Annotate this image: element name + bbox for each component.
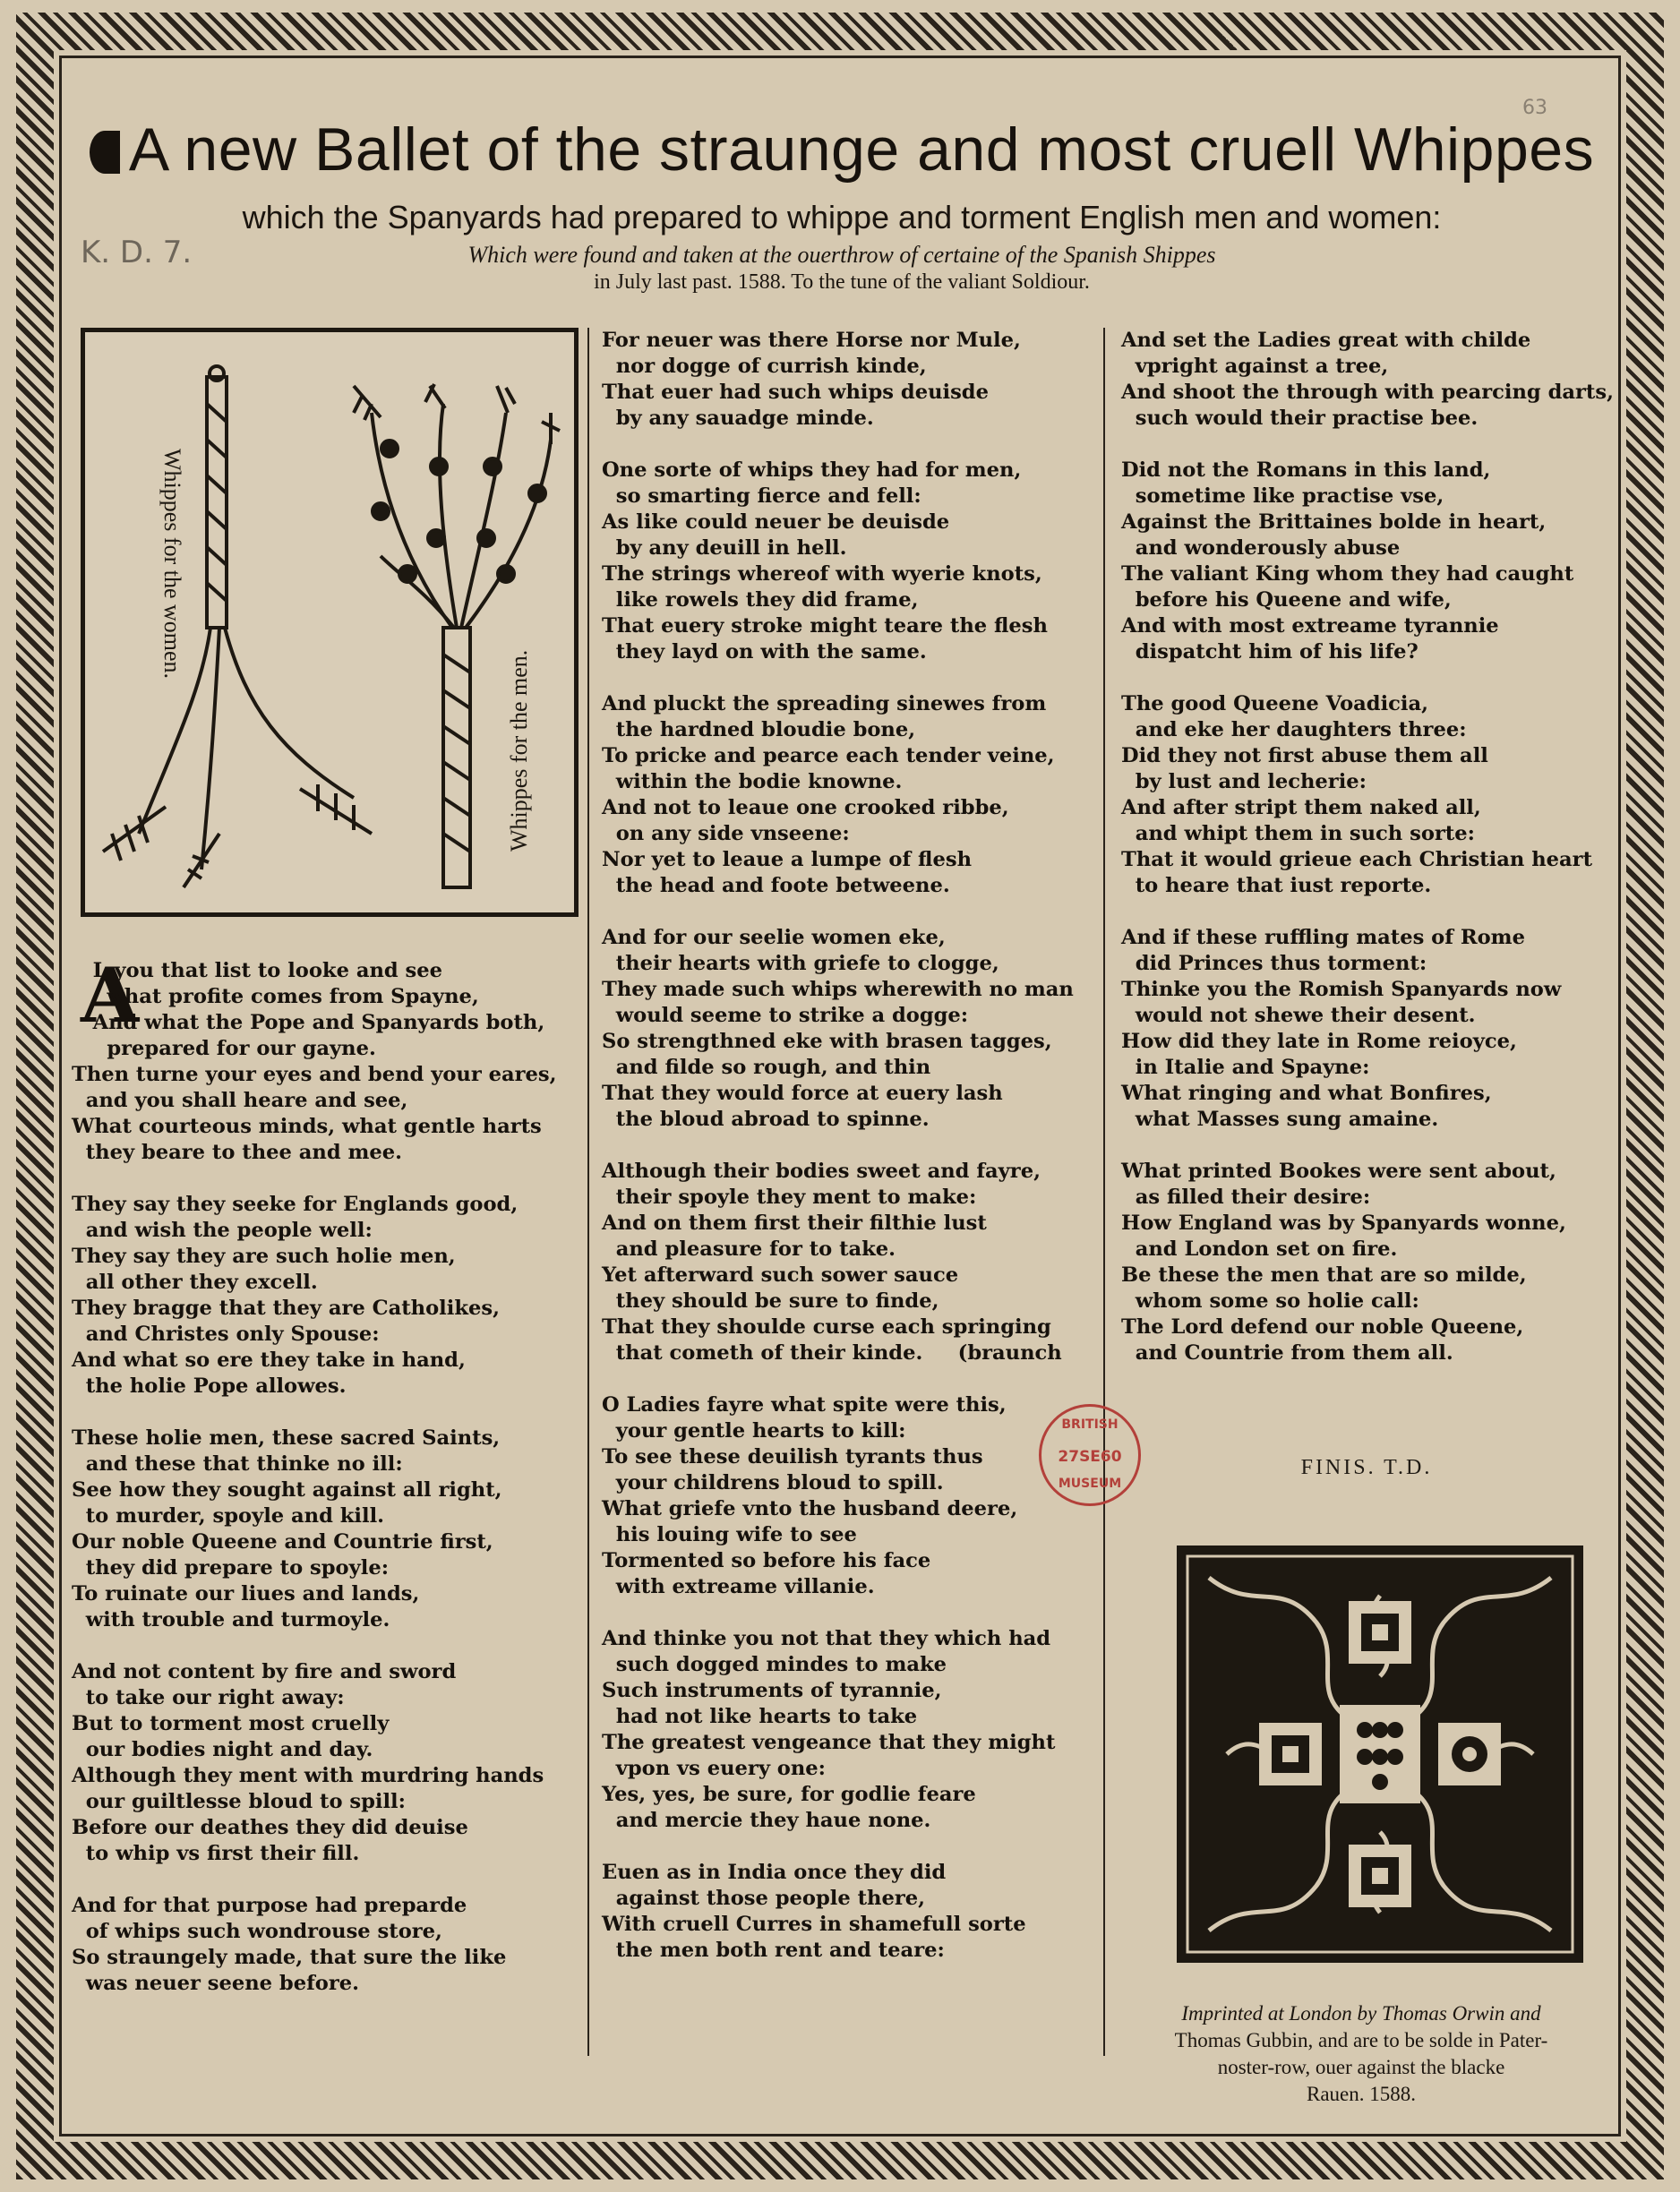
verse-line: That euer had such whips deuisde: [602, 381, 989, 404]
verse-line: his louing wife to see: [602, 1523, 857, 1546]
stanza: [72, 1893, 582, 1997]
imprint: [1110, 2000, 1612, 2108]
verse-line: by any deuill in hell.: [602, 536, 847, 560]
verse-line: How England was by Spanyards wonne,: [1121, 1212, 1566, 1235]
stanza: [602, 328, 1103, 432]
verse-line: And shoot the through with pearcing darts,: [1121, 381, 1614, 404]
verse-line: they should be sure to finde,: [602, 1289, 939, 1313]
verse-line: such dogged mindes to make: [602, 1653, 947, 1676]
verse-line: against those people there,: [602, 1887, 925, 1910]
verse-line: That euery stroke might teare the flesh: [602, 614, 1048, 638]
stamp-top: BRITISH: [1061, 1417, 1119, 1432]
verse-line: and filde so rough, and thin: [602, 1056, 931, 1079]
stamp-date: 27SE60: [1058, 1448, 1122, 1466]
verse-line: To pricke and pearce each tender veine,: [602, 744, 1055, 767]
shelfmark: K. D. 7.: [81, 235, 193, 270]
verse-line: And for that purpose had preparde: [72, 1894, 467, 1917]
imprint-line-4: Rauen. 1588.: [1306, 2083, 1416, 2105]
verse-line: vpon vs euery one:: [602, 1757, 827, 1780]
verse-line: what profite comes from Spayne,: [72, 985, 479, 1008]
verse-line: L you that list to looke and see: [72, 959, 443, 982]
verse-line: Nor yet to leaue a lumpe of flesh: [602, 848, 972, 871]
verse-line: And not content by fire and sword: [72, 1660, 457, 1683]
subtitle-date: in July last past. 1588. To the tune of the valiant Soldiour.: [594, 270, 1090, 294]
verse-line: vpright against a tree,: [1121, 355, 1389, 378]
verse-line: and these that thinke no ill:: [72, 1452, 403, 1476]
verse-line: And on them first their filthie lust: [602, 1212, 987, 1235]
verse-line: How did they late in Rome reioyce,: [1121, 1030, 1517, 1053]
verse-line: The greatest vengeance that they might: [602, 1731, 1056, 1754]
verse-line: And thinke you not that they which had: [602, 1627, 1051, 1650]
label-whips-men: Whippes for the men.: [506, 649, 532, 852]
verse-line: dispatcht him of his life?: [1121, 640, 1419, 664]
verse-line: So strengthned eke with brasen tagges,: [602, 1030, 1052, 1053]
verse-line: they beare to thee and mee.: [72, 1141, 403, 1164]
verse-line: by any sauadge minde.: [602, 407, 874, 430]
stanza: [1121, 925, 1623, 1133]
column-rule-2: [1103, 328, 1105, 2056]
verse-line: prepared for our gayne.: [72, 1037, 376, 1060]
verse-line: Did they not first abuse them all: [1121, 744, 1488, 767]
verse-line: and Countrie from them all.: [1121, 1341, 1453, 1365]
verse-line: They say they are such holie men,: [72, 1245, 456, 1268]
finis-mark: FINIS. T.D.: [1300, 1456, 1433, 1479]
verse-line: And for our seelie women eke,: [602, 926, 946, 949]
stanza: [72, 1659, 582, 1867]
verse-line: with trouble and turmoyle.: [72, 1608, 390, 1631]
verse-line: to whip vs first their fill.: [72, 1842, 360, 1865]
verse-column-3: [1121, 328, 1623, 1392]
verse-line: would seeme to strike a dogge:: [602, 1004, 969, 1027]
imprint-line-1: Imprinted at London by Thomas Orwin and: [1181, 2002, 1541, 2025]
stamp-bottom: MUSEUM: [1058, 1477, 1122, 1491]
verse-line: whom some so holie call:: [1121, 1289, 1419, 1313]
verse-column-1: [72, 951, 582, 2023]
verse-line: such would their practise bee.: [1121, 407, 1479, 430]
stanza: [72, 951, 582, 1166]
verse-line: to murder, spoyle and kill.: [72, 1504, 385, 1528]
verse-line: Yes, yes, be sure, for godlie feare: [602, 1783, 976, 1806]
verse-line: But to torment most cruelly: [72, 1712, 390, 1735]
verse-line: and wonderously abuse: [1121, 536, 1401, 560]
verse-line: nor dogge of currish kinde,: [602, 355, 927, 378]
verse-line: See how they sought against all right,: [72, 1478, 502, 1502]
verse-line: and pleasure for to take.: [602, 1237, 896, 1261]
verse-line: What griefe vnto the husband deere,: [602, 1497, 1018, 1520]
verse-line: before his Queene and wife,: [1121, 588, 1452, 612]
verse-line: with extreame villanie.: [602, 1575, 875, 1598]
verse-line: And pluckt the spreading sinewes from: [602, 692, 1047, 715]
verse-line: that cometh of their kinde. (braunch: [602, 1341, 1062, 1365]
stanza: [72, 1192, 582, 1400]
verse-line: and mercie they haue none.: [602, 1809, 931, 1832]
verse-line: O Ladies fayre what spite were this,: [602, 1393, 1007, 1417]
verse-line: They bragge that they are Catholikes,: [72, 1297, 500, 1320]
subtitle-italic: Which were found and taken at the ouerthrow of certaine of the Spanish Shippes: [467, 242, 1216, 268]
verse-line: That they would force at euery lash: [602, 1082, 1003, 1105]
verse-line: And what the Pope and Spanyards both,: [72, 1011, 545, 1034]
verse-line: did Princes thus torment:: [1121, 952, 1427, 975]
museum-stamp: [1039, 1404, 1141, 1506]
verse-line: And what so ere they take in hand,: [72, 1349, 466, 1372]
verse-line: and Christes only Spouse:: [72, 1323, 380, 1346]
verse-line: They say they seeke for Englands good,: [72, 1193, 519, 1216]
verse-line: Be these the men that are so milde,: [1121, 1263, 1527, 1287]
folio-number: 63: [1522, 97, 1547, 119]
verse-line: so smarting fierce and fell:: [602, 484, 921, 508]
verse-line: our guiltlesse bloud to spill:: [72, 1790, 406, 1813]
verse-line: Such instruments of tyrannie,: [602, 1679, 942, 1702]
verse-line: And if these ruffling mates of Rome: [1121, 926, 1525, 949]
stanza: [602, 1626, 1103, 1834]
verse-line: the hardned bloudie bone,: [602, 718, 916, 741]
stanza: [1121, 328, 1623, 432]
verse-line: all other they excell.: [72, 1271, 318, 1294]
verse-line: What ringing and what Bonfires,: [1121, 1082, 1492, 1105]
verse-line: as filled their desire:: [1121, 1186, 1371, 1209]
verse-line: in Italie and Spayne:: [1121, 1056, 1370, 1079]
imprint-line-2: Thomas Gubbin, and are to be solde in Pater-: [1174, 2029, 1548, 2051]
verse-line: what Masses sung amaine.: [1121, 1108, 1439, 1131]
verse-line: and London set on fire.: [1121, 1237, 1398, 1261]
verse-line: As like could neuer be deuisde: [602, 510, 950, 534]
woodcut-illustration: [81, 328, 579, 917]
verse-line: What courteous minds, what gentle harts: [72, 1115, 542, 1138]
verse-line: Euen as in India once they did: [602, 1861, 947, 1884]
drop-cap: A: [81, 951, 140, 1040]
verse-line: like rowels they did frame,: [602, 588, 919, 612]
verse-line: That it would grieue each Christian heart: [1121, 848, 1592, 871]
stanza: [602, 925, 1103, 1133]
label-whips-women: Whippes for the women.: [159, 449, 185, 680]
stanza: [1121, 458, 1623, 665]
verse-line: And with most extreame tyrannie: [1121, 614, 1499, 638]
subtitle: which the Spanyards had prepared to whippe and torment English men and women:: [242, 199, 1442, 235]
verse-line: our bodies night and day.: [72, 1738, 373, 1761]
verse-line: of whips such wondrouse store,: [72, 1920, 442, 1943]
verse-line: and wish the people well:: [72, 1219, 373, 1242]
verse-line: to take our right away:: [72, 1686, 345, 1709]
stanza: [602, 458, 1103, 665]
title-text: A new Ballet of the straunge and most cruell Whippes: [128, 116, 1595, 184]
verse-line: What printed Bookes were sent about,: [1121, 1160, 1556, 1183]
verse-line: Although they ment with murdring hands: [72, 1764, 544, 1787]
page-title: [81, 115, 1603, 184]
stanza: [1121, 691, 1623, 899]
verse-line: the head and foote betweene.: [602, 874, 950, 897]
verse-line: They made such whips wherewith no man: [602, 978, 1074, 1001]
verse-line: and you shall heare and see,: [72, 1089, 408, 1112]
verse-line: That they shoulde curse each springing: [602, 1315, 1051, 1339]
stanza: [602, 1159, 1103, 1366]
verse-line: sometime like practise vse,: [1121, 484, 1444, 508]
verse-line: And not to leaue one crooked ribbe,: [602, 796, 1009, 819]
verse-line: Thinke you the Romish Spanyards now: [1121, 978, 1562, 1001]
verse-line: had not like hearts to take: [602, 1705, 918, 1728]
verse-line: their spoyle they ment to make:: [602, 1186, 977, 1209]
verse-line: they layd on with the same.: [602, 640, 927, 664]
verse-line: And set the Ladies great with childe: [1121, 329, 1531, 352]
pilcrow-icon: [90, 131, 120, 174]
verse-line: Although their bodies sweet and fayre,: [602, 1160, 1041, 1183]
verse-line: to heare that iust reporte.: [1121, 874, 1432, 897]
verse-line: So straungely made, that sure the like: [72, 1946, 507, 1969]
verse-line: the men both rent and teare:: [602, 1939, 945, 1962]
verse-line: Did not the Romans in this land,: [1121, 458, 1491, 482]
verse-line: within the bodie knowne.: [602, 770, 903, 793]
stanza: [602, 691, 1103, 899]
verse-column-2: [602, 328, 1103, 1990]
verse-line: Before our deathes they did deuise: [72, 1816, 468, 1839]
verse-line: your childrens bloud to spill.: [602, 1471, 944, 1494]
verse-line: and eke her daughters three:: [1121, 718, 1467, 741]
verse-line: Tormented so before his face: [602, 1549, 931, 1572]
verse-line: would not shewe their desent.: [1121, 1004, 1476, 1027]
verse-line: With cruell Curres in shamefull sorte: [602, 1913, 1026, 1936]
verse-line: by lust and lecherie:: [1121, 770, 1367, 793]
imprint-line-3: noster-row, ouer against the blacke: [1217, 2056, 1505, 2078]
stanza: [1121, 1159, 1623, 1366]
verse-line: These holie men, these sacred Saints,: [72, 1426, 501, 1450]
verse-line: the bloud abroad to spinne.: [602, 1108, 930, 1131]
stanza: [72, 1426, 582, 1633]
verse-line: their hearts with griefe to clogge,: [602, 952, 999, 975]
verse-line: your gentle hearts to kill:: [602, 1419, 906, 1443]
verse-line: on any side vnseene:: [602, 822, 850, 845]
verse-line: The strings whereof with wyerie knots,: [602, 562, 1042, 586]
verse-line: One sorte of whips they had for men,: [602, 458, 1022, 482]
verse-line: To ruinate our liues and lands,: [72, 1582, 420, 1605]
verse-line: they did prepare to spoyle:: [72, 1556, 390, 1580]
printer-ornament: [1173, 1542, 1587, 1966]
verse-line: was neuer seene before.: [72, 1972, 360, 1995]
stanza: [602, 1860, 1103, 1964]
verse-line: Then turne your eyes and bend your eares,: [72, 1063, 557, 1086]
verse-line: Our noble Queene and Countrie first,: [72, 1530, 493, 1554]
verse-line: the holie Pope allowes.: [72, 1374, 347, 1398]
verse-line: To see these deuilish tyrants thus: [602, 1445, 983, 1468]
verse-line: And after stript them naked all,: [1121, 796, 1481, 819]
verse-line: Yet afterward such sower sauce: [602, 1263, 959, 1287]
verse-line: The valiant King whom they had caught: [1121, 562, 1574, 586]
stanza: [602, 1392, 1103, 1600]
verse-line: For neuer was there Horse nor Mule,: [602, 329, 1021, 352]
verse-line: and whipt them in such sorte:: [1121, 822, 1475, 845]
verse-line: Against the Brittaines bolde in heart,: [1121, 510, 1547, 534]
verse-line: The Lord defend our noble Queene,: [1121, 1315, 1524, 1339]
column-rule-1: [587, 328, 589, 2056]
verse-line: The good Queene Voadicia,: [1121, 692, 1428, 715]
